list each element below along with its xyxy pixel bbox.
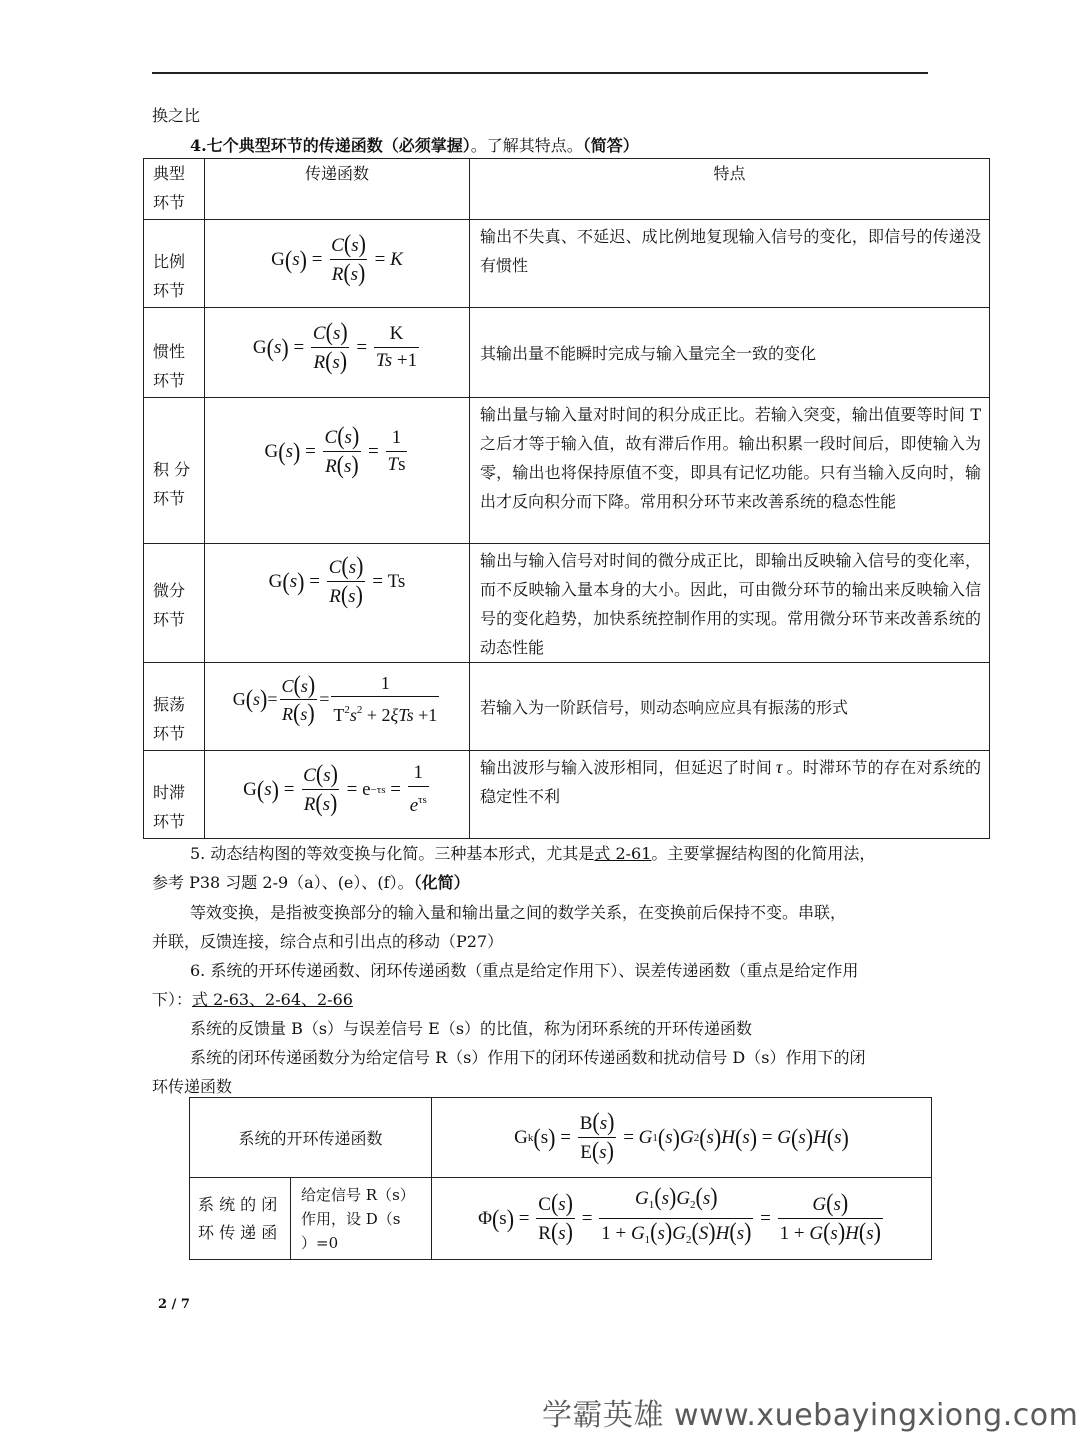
element-name: 微分 环节 [144,544,205,663]
element-name: 振荡 环节 [144,663,205,751]
closed-loop-condition: 给定信号 R（s） 作用，设 D（s ）=0 [291,1178,432,1260]
section-4-title: 七个典型环节的传递函数（必须掌握） [206,136,471,155]
section-4-tag: （简答） [582,136,639,155]
formula-derivative: G ( s ) = $\frac{C(s)}{R(s)}$ = Ts [205,544,470,663]
header-type: 典型 环节 [144,159,205,220]
formula-reference-link-2: 式 2-63、2-64、2-66 [192,990,353,1009]
formula-inertial: G ( s ) = $\frac{C(s)}{R(s)}$ = $\frac{K}{Ts +1}$ [205,308,470,398]
element-description: 输出不失真、不延迟、成比例地复现输入信号的变化，即信号的传递没有惯性 [470,220,990,308]
transfer-function-table [189,1097,932,1260]
formula-time-delay: G ( s ) = $\frac{C(s)}{R(s)}$ = e −τs = $\frac{1}{e^{\tau s}}$ [205,751,470,839]
section-6-para-2a: 系统的闭环传递函数分为给定信号 R（s）作用下的闭环传递函数和扰动信号 D（s）作用下的闭 [190,1048,866,1067]
element-description: 其输出量不能瞬时完成与输入量完全一致的变化 [470,308,990,398]
element-name: 比例 环节 [144,220,205,308]
element-description: 输出量与输入量对时间的积分成正比。若输入突变，输出值要等时间 T 之后才等于输入值，故有滞后作用。输出积累一段时间后，即使输入为零，输出也将保持原值不变，即具有记忆功能。只有当输入反向时，输出才反向积分而下降。常用积分环节来改善系统的稳态性能 [470,398,990,544]
element-name: 惯性 环节 [144,308,205,398]
section-4-title-tail: 。了解其特点。 [470,136,583,155]
table-row [144,308,990,398]
element-name: 时滞 环节 [144,751,205,839]
page-number: 2 / 7 [158,1297,190,1312]
formula-proportional: G ( s ) = $\frac{C(s)}{R(s)}$ = K [205,220,470,308]
table-row [190,1098,932,1178]
table-header-row [144,159,990,220]
section-5-line-2: 参考 P38 习题 2-9（a）、(e）、(f）。（化简） [152,873,470,892]
typical-elements-table [143,158,990,839]
header-rule [152,72,928,74]
section-6-para-1: 系统的反馈量 B（s）与误差信号 E（s）的比值，称为闭环系统的开环传递函数 [190,1019,753,1038]
section-5-para-2: 并联，反馈连接，综合点和引出点的移动（P27） [152,932,504,951]
tau-symbol: τ [775,757,783,777]
formula-oscillation: G ( s ) = $\frac{C(s)}{R(s)}$ = $\frac{1}{T^2s^2 + 2\xi Ts +1}$ [205,663,470,751]
formula-reference-link: 式 2-61 [594,844,652,863]
table-row [144,663,990,751]
table-row [144,398,990,544]
section-6-para-2b: 环传递函数 [152,1077,233,1096]
element-name: 积 分 环节 [144,398,205,544]
formula-closed-loop: Φ ( s ) = $\frac{C(s)}{R(s)}$ = $\frac{G_1(s)G_2(s)}{1 + G_1(s)G_2(S)H(s)}$ = $\frac{G(s)}{1 + G(s)H(s)}$ [432,1178,932,1260]
element-description: 若输入为一阶跃信号，则动态响应应具有振荡的形式 [470,663,990,751]
site-watermark: 学霸英雄 www.xuebayingxiong.com [542,1398,1079,1433]
section-4-heading [190,133,639,159]
table-row [144,751,990,839]
header-formula: 传递函数 [205,159,470,220]
table-row [190,1178,932,1260]
formula-integral: G ( s ) = $\frac{C(s)}{R(s)}$ = $\frac{1}{Ts}$ [205,398,470,544]
closed-loop-label: 系 统 的 闭 环 传 递 函 [190,1178,291,1260]
table-row [144,544,990,663]
open-loop-label: 系统的开环传递函数 [190,1098,432,1178]
header-features: 特点 [470,159,990,220]
section-4-number: 4. [190,136,207,155]
formula-open-loop: G k ( s ) = $\frac{B(s)}{E(s)}$ = G 1 ( s ) G 2 ( s ) H ( s ) = G ( s ) H ( s ) [432,1098,932,1178]
section-6-line-2: 下）：式 2-63、2-64、2-66 [152,990,353,1009]
element-description: 输出与输入信号对时间的微分成正比，即输出反映输入信号的变化率，而不反映输入量本身的大小。因此，可由微分环节的输出来反映输入信号的变化趋势，加快系统控制作用的实现。常用微分环节来改善系统的动态性能 [470,544,990,663]
element-description: 输出波形与输入波形相同，但延迟了时间 τ 。时滞环节的存在对系统的稳定性不利 [470,751,990,839]
section-5-tag: （化简） [413,873,470,892]
intro-fragment: 换之比 [152,106,201,125]
section-5-line-1: 5. 动态结构图的等效变换与化简。三种基本形式，尤其是式 2-61。主要掌握结构图的化简用法， [190,844,876,863]
table-row [144,220,990,308]
section-6-line-1: 6. 系统的开环传递函数、闭环传递函数（重点是给定作用下）、误差传递函数（重点是给定作用 [190,961,859,980]
section-5-para-1: 等效变换，是指被变换部分的输入量和输出量之间的数学关系，在变换前后保持不变。串联， [190,903,847,922]
